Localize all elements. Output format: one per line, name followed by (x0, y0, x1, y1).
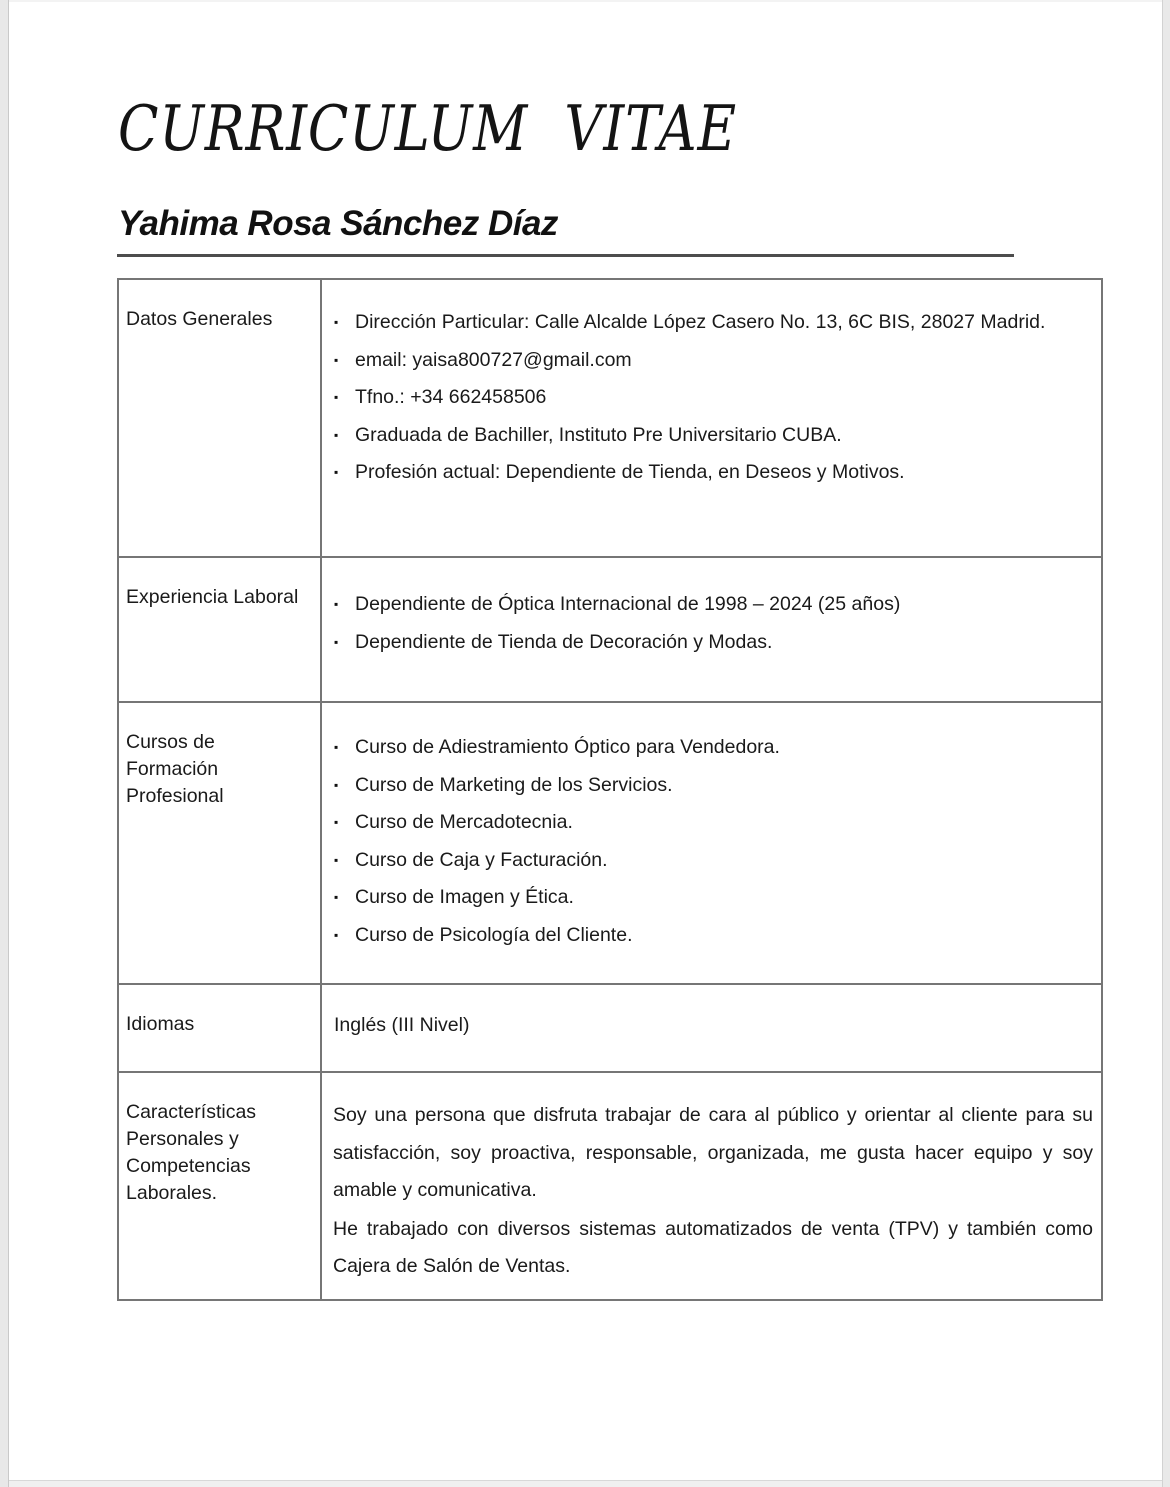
list-item (334, 417, 1091, 455)
list-item-text: Dirección Particular: Calle Alcalde López Casero No. 13, 6C BIS, 28027 Madrid. (355, 311, 1046, 333)
list-item-text: Curso de Mercadotecnia. (355, 811, 573, 833)
list-item-text: email: yaisa800727@gmail.com (355, 348, 632, 371)
bullet-icon: ▪ (334, 390, 339, 404)
list-item-text: Graduada de Bachiller, Instituto Pre Universitario CUBA. (355, 423, 842, 446)
page-title: CURRICULUM VITAE (118, 92, 737, 165)
language-level-text: Inglés (III Nivel) (334, 1014, 470, 1036)
row-content-cell (322, 280, 1101, 556)
list-item-text: Curso de Psicología del Cliente. (355, 923, 633, 946)
list-item (334, 879, 1091, 917)
bullet-icon: ▪ (334, 890, 339, 904)
list-item-text: Dependiente de Tienda de Decoración y Modas. (355, 630, 773, 653)
list-item (334, 454, 1091, 492)
list-item-text: Curso de Adiestramiento Óptico para Vendedora. (355, 736, 780, 758)
list-item-text: Tfno.: +34 662458506 (355, 386, 547, 408)
row-label: Datos Generales (126, 308, 273, 330)
row-label-cell (119, 558, 322, 701)
list-item-text: Dependiente de Óptica Internacional de 1998 – 2024 (25 años) (355, 593, 901, 615)
list-item-text: Profesión actual: Dependiente de Tienda, en Deseos y Motivos. (355, 461, 905, 483)
row-label: Características Personales y Competencias Laborales. (126, 1101, 257, 1204)
list-item (334, 767, 1091, 805)
bullet-icon: ▪ (334, 852, 339, 867)
bullet-icon: ▪ (334, 777, 339, 792)
row-label-cell (119, 703, 322, 983)
list-item-text: Curso de Caja y Facturación. (355, 848, 608, 871)
list-item (334, 842, 1091, 880)
bullet-icon: ▪ (334, 427, 339, 442)
list-item (334, 804, 1091, 842)
table-row-cursos-formacion (119, 703, 1101, 985)
page-edge-top (0, 0, 1170, 2)
page-edge-bottom (0, 1480, 1170, 1487)
paragraph: He trabajado con diversos sistemas automatizados de venta (TPV) y también como Cajera de Salón de Ventas. (333, 1217, 1093, 1277)
row-content-cell (322, 985, 1101, 1071)
row-label: Idiomas (126, 1013, 195, 1035)
bullet-icon: ▪ (334, 465, 339, 479)
bullet-icon: ▪ (334, 352, 339, 367)
page-edge-right (1162, 0, 1170, 1487)
list-item (334, 624, 1091, 662)
person-name: Yahima Rosa Sánchez Díaz (118, 204, 558, 243)
list-item-text: Curso de Imagen y Ética. (355, 886, 574, 908)
list-item (334, 304, 1091, 342)
list-item (334, 342, 1091, 380)
row-content-cell (322, 558, 1101, 701)
page-edge-left (0, 0, 9, 1487)
row-label-cell (119, 280, 322, 556)
row-label: Cursos de Formación Profesional (126, 731, 224, 807)
row-label-cell (119, 1073, 322, 1299)
list-item (334, 917, 1091, 955)
row-content-cell (322, 1073, 1101, 1299)
table-row-datos-generales (119, 280, 1101, 558)
paragraph: Soy una persona que disfruta trabajar de cara al público y orientar al cliente para su satisfacción, soy proactiva, responsable, organizada, me gusta hacer equipo y soy amable y comunicativa. (333, 1104, 1093, 1201)
bullet-icon: ▪ (334, 315, 339, 329)
table-row-idiomas (119, 985, 1101, 1073)
bullet-icon: ▪ (334, 740, 339, 754)
cv-table (117, 278, 1103, 1301)
bullet-icon: ▪ (334, 815, 339, 829)
row-label: Experiencia Laboral (126, 586, 299, 608)
name-underline (117, 254, 1014, 257)
list-item (334, 586, 1091, 624)
bullet-icon: ▪ (334, 597, 339, 611)
list-item-text: Curso de Marketing de los Servicios. (355, 773, 673, 796)
bullet-icon: ▪ (334, 927, 339, 942)
row-label-cell (119, 985, 322, 1071)
row-content-cell (322, 703, 1101, 983)
list-item (334, 729, 1091, 767)
table-row-caracteristicas (119, 1073, 1101, 1299)
bullet-icon: ▪ (334, 634, 339, 649)
table-row-experiencia-laboral (119, 558, 1101, 703)
list-item (334, 379, 1091, 417)
